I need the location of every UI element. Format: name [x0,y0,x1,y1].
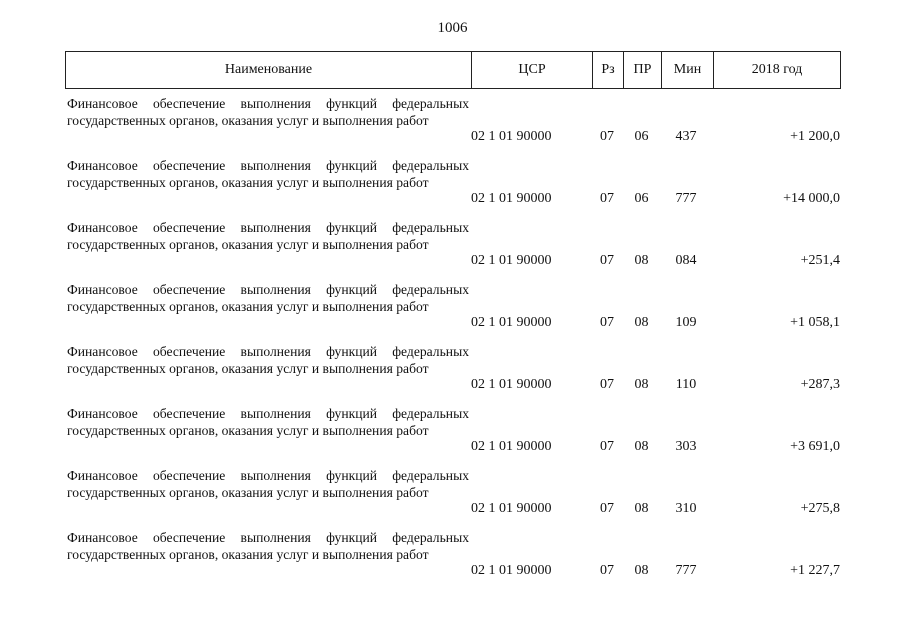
row-rz: 07 [600,501,614,516]
row-amount: +287,3 [800,377,840,392]
row-min: 437 [675,129,697,144]
row-rz: 07 [600,439,614,454]
row-rz: 07 [600,129,614,144]
table-row [65,220,840,282]
row-min: 777 [675,563,697,578]
row-name: Финансовое обеспечение выполнения функций федеральных государственных органов, оказания услуг и выполнения работ [67,406,469,438]
row-pr: 06 [634,191,649,206]
page-number: 1006 [437,20,468,36]
header-min: Мин [662,52,714,89]
table-header [65,51,841,89]
row-min: 110 [675,377,697,392]
row-amount: +1 058,1 [790,315,840,330]
header-row [66,52,841,89]
table-row [65,344,840,406]
row-name: Финансовое обеспечение выполнения функций федеральных государственных органов, оказания услуг и выполнения работ [67,468,469,500]
header-rz: Рз [593,52,624,89]
table-row [65,158,840,220]
row-csr: 02 1 01 90000 [471,377,552,392]
header-year: 2018 год [714,52,841,89]
table-row [65,530,840,592]
row-pr: 08 [634,377,649,392]
row-rz: 07 [600,191,614,206]
row-min: 777 [675,191,697,206]
row-name: Финансовое обеспечение выполнения функций федеральных государственных органов, оказания услуг и выполнения работ [67,344,469,376]
row-csr: 02 1 01 90000 [471,253,552,268]
row-csr: 02 1 01 90000 [471,563,552,578]
row-csr: 02 1 01 90000 [471,191,552,206]
table-row [65,406,840,468]
row-pr: 08 [634,501,649,516]
row-csr: 02 1 01 90000 [471,501,552,516]
row-rz: 07 [600,253,614,268]
row-name: Финансовое обеспечение выполнения функций федеральных государственных органов, оказания услуг и выполнения работ [67,282,469,314]
row-csr: 02 1 01 90000 [471,439,552,454]
table-row [65,468,840,530]
row-pr: 08 [634,439,649,454]
row-amount: +1 227,7 [790,563,840,578]
row-csr: 02 1 01 90000 [471,315,552,330]
row-pr: 08 [634,315,649,330]
row-name: Финансовое обеспечение выполнения функций федеральных государственных органов, оказания услуг и выполнения работ [67,530,469,562]
header-csr: ЦСР [472,52,593,89]
row-pr: 08 [634,253,649,268]
row-csr: 02 1 01 90000 [471,129,552,144]
row-pr: 08 [634,563,649,578]
row-amount: +1 200,0 [790,129,840,144]
row-min: 109 [675,315,697,330]
row-min: 310 [675,501,697,516]
header-name: Наименование [66,52,472,89]
table-row [65,96,840,158]
row-name: Финансовое обеспечение выполнения функций федеральных государственных органов, оказания услуг и выполнения работ [67,158,469,190]
row-min: 303 [675,439,697,454]
row-name: Финансовое обеспечение выполнения функций федеральных государственных органов, оказания услуг и выполнения работ [67,96,469,128]
row-min: 084 [675,253,697,268]
row-rz: 07 [600,315,614,330]
row-amount: +3 691,0 [790,439,840,454]
row-rz: 07 [600,563,614,578]
row-amount: +251,4 [800,253,840,268]
row-amount: +275,8 [800,501,840,516]
table-body [65,96,840,592]
table-row [65,282,840,344]
row-pr: 06 [634,129,649,144]
row-amount: +14 000,0 [783,191,840,206]
row-name: Финансовое обеспечение выполнения функций федеральных государственных органов, оказания услуг и выполнения работ [67,220,469,252]
header-pr: ПР [624,52,662,89]
row-rz: 07 [600,377,614,392]
